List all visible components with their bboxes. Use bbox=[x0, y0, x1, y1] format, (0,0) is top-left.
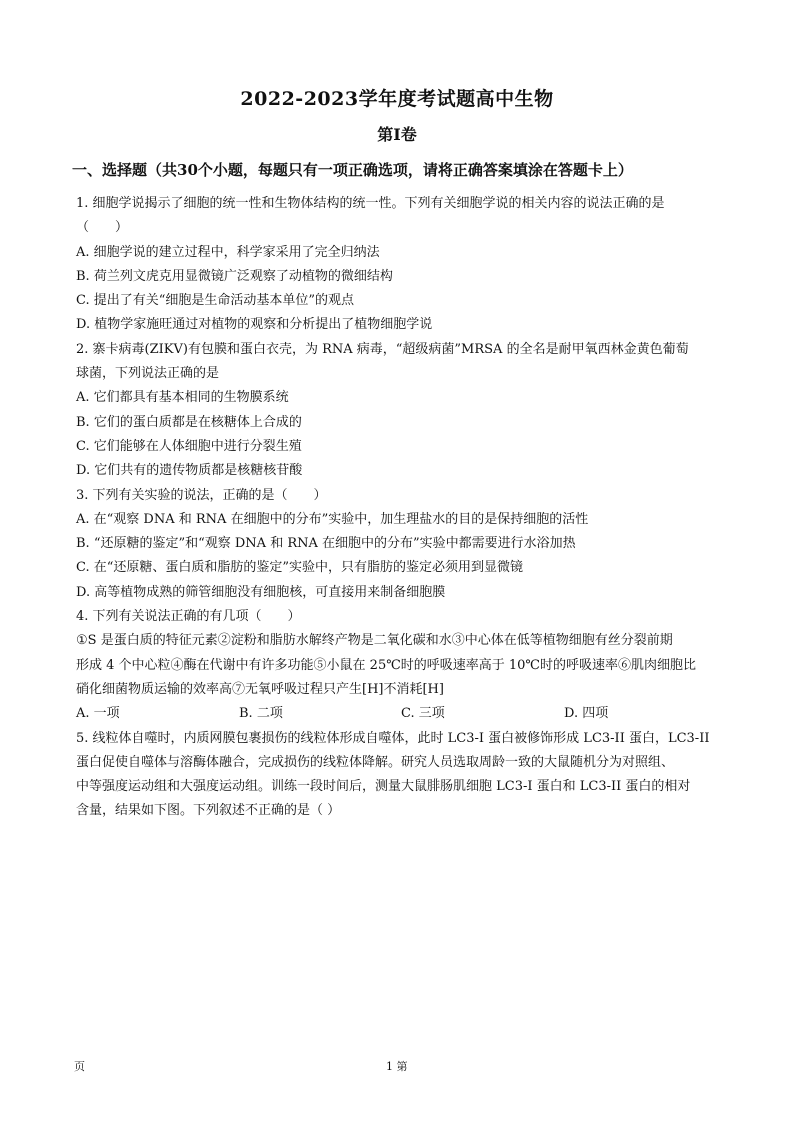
question-stem-line: 蛋白促使自噬体与溶酶体融合，完成损伤的线粒体降解。研究人员选取周龄一致的大鼠随机分为对照组、 bbox=[76, 754, 675, 770]
option-c: C. 提出了有关“细胞是生命活动基本单位”的观点 bbox=[76, 293, 355, 309]
option-row bbox=[76, 702, 736, 726]
option-b: B. “还原糖的鉴定”和“观察 DNA 和 RNA 在细胞中的分布”实验中都需要进行水浴加热 bbox=[76, 536, 576, 552]
question-stem-line: 硝化细菌物质运输的效率高⑦无氧呼吸过程只产生[H]不消耗[H] bbox=[76, 681, 444, 697]
question-stem-line: 中等强度运动组和大强度运动组。训练一段时间后，测量大鼠腓肠肌细胞 LC3-I 蛋白和 LC3-II 蛋白的相对 bbox=[76, 779, 691, 795]
section-heading: 一、选择题（共30个小题，每题只有一项正确选项，请将正确答案填涂在答题卡上） bbox=[72, 161, 633, 179]
question-3 bbox=[76, 484, 736, 605]
question-1 bbox=[76, 192, 736, 338]
option-d: D. 高等植物成熟的筛管细胞没有细胞核，可直接用来制备细胞膜 bbox=[76, 584, 446, 600]
question-stem-line: 3. 下列有关实验的说法，正确的是（ ） bbox=[76, 487, 327, 503]
option-a: A. 细胞学说的建立过程中，科学家采用了完全归纳法 bbox=[76, 244, 380, 260]
page-title: 2022-2023学年度考试题高中生物 bbox=[240, 88, 554, 110]
question-5 bbox=[76, 727, 736, 824]
question-stem-line: 4. 下列有关说法正确的有几项（ ） bbox=[76, 609, 301, 625]
question-stem-line: 球菌，下列说法正确的是 bbox=[76, 366, 220, 382]
question-stem-line: 5. 线粒体自噬时，内质网膜包裹损伤的线粒体形成自噬体，此时 LC3-I 蛋白被修饰形成 LC3-II 蛋白，LC3-II bbox=[76, 730, 710, 746]
question-list bbox=[76, 192, 736, 824]
question-stem-line: （ ） bbox=[76, 220, 129, 236]
question-stem-line: 含量，结果如下图。下列叙述不正确的是（ ） bbox=[76, 803, 341, 819]
question-stem-line: 1. 细胞学说揭示了细胞的统一性和生物体结构的统一性。下列有关细胞学说的相关内容的说法正确的是 bbox=[76, 196, 665, 211]
option-c: C. 在“还原糖、蛋白质和脂肪的鉴定”实验中，只有脂肪的鉴定必须用到显微镜 bbox=[76, 560, 524, 576]
option-a: A. 它们都具有基本相同的生物膜系统 bbox=[76, 390, 289, 406]
question-stem-line: 形成 4 个中心粒④酶在代谢中有许多功能⑤小鼠在 25℃时的呼吸速率高于 10℃时的呼吸速率⑥肌肉细胞比 bbox=[76, 657, 696, 673]
option-b: B. 荷兰列文虎克用显微镜广泛观察了动植物的微细结构 bbox=[76, 268, 393, 284]
question-stem-line: 2. 寨卡病毒(ZIKV)有包膜和蛋白衣壳，为 RNA 病毒，“超级病菌”MRSA 的全名是耐甲氧西林金黄色葡萄 bbox=[76, 341, 689, 357]
question-4 bbox=[76, 605, 736, 726]
option-d: D. 植物学家施旺通过对植物的观察和分析提出了植物细胞学说 bbox=[76, 317, 433, 333]
option-c: C. 它们能够在人体细胞中进行分裂生殖 bbox=[76, 438, 302, 454]
option-a: A. 在“观察 DNA 和 RNA 在细胞中的分布”实验中，加生理盐水的目的是保持细胞的活性 bbox=[76, 511, 589, 527]
option-c: C. 三项 bbox=[401, 706, 445, 722]
option-d: D. 它们共有的遗传物质都是核糖核苷酸 bbox=[76, 463, 303, 479]
option-b: B. 它们的蛋白质都是在核糖体上合成的 bbox=[76, 414, 302, 430]
question-2 bbox=[76, 338, 736, 484]
volume-label: 第Ⅰ卷 bbox=[377, 125, 417, 144]
option-a: A. 一项 bbox=[76, 706, 120, 722]
footer-page-label: 页 bbox=[74, 1060, 85, 1073]
option-b: B. 二项 bbox=[239, 706, 283, 722]
option-d: D. 四项 bbox=[564, 706, 609, 722]
footer-page-number: 1 第 bbox=[386, 1060, 408, 1073]
question-stem-line: ①S 是蛋白质的特征元素②淀粉和脂肪水解终产物是二氧化碳和水③中心体在低等植物细胞有丝分裂前期 bbox=[76, 633, 673, 649]
